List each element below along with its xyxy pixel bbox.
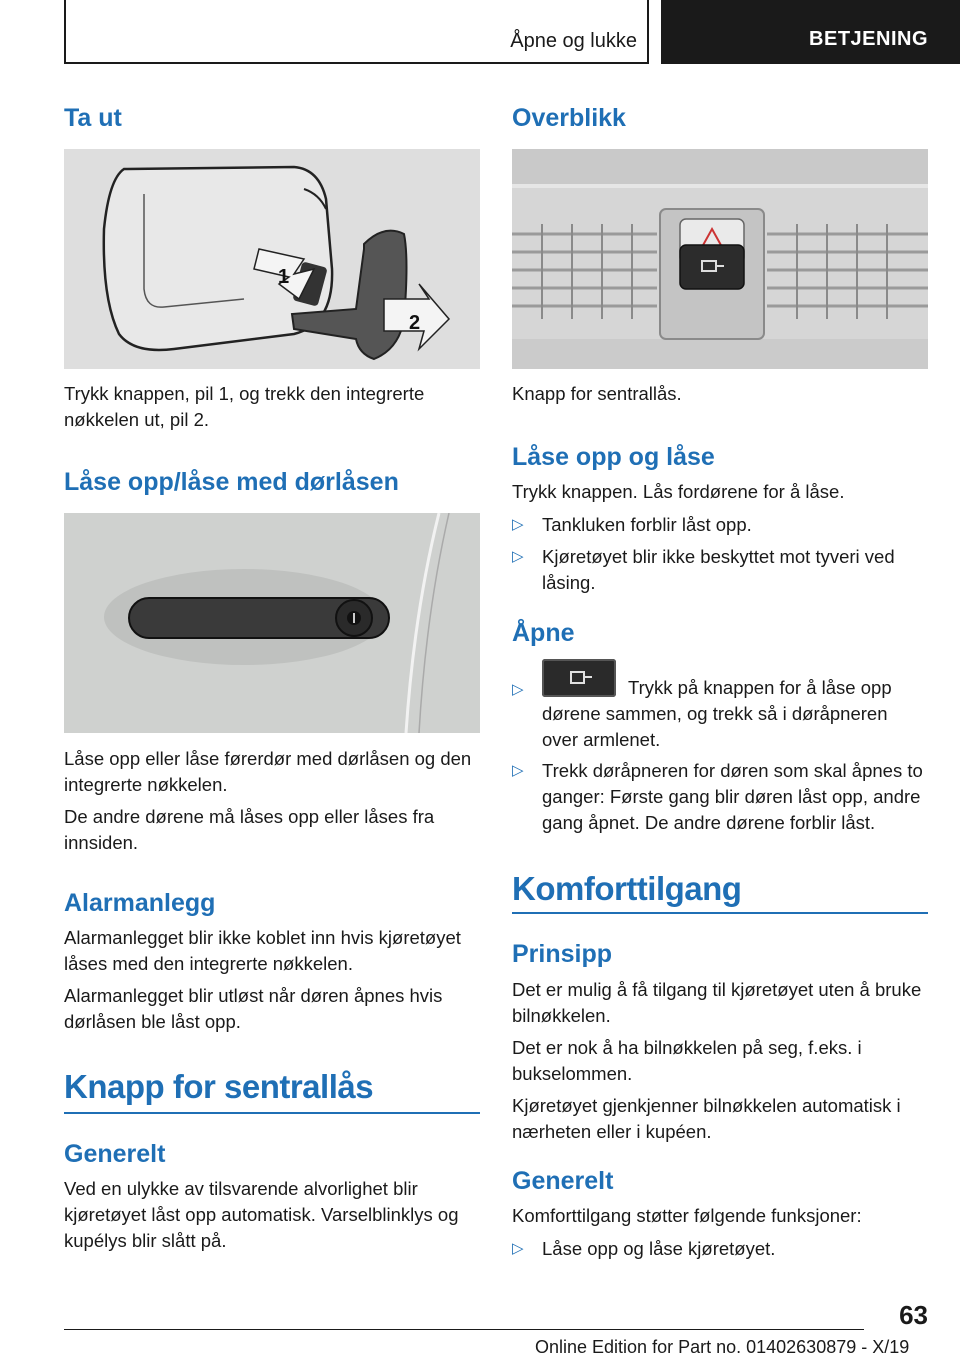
heading-lock: Låse opp og låse (512, 443, 715, 471)
triangle-right-icon: ▷ (512, 762, 524, 779)
chapter-central-lock: Knapp for sentrallås (64, 1068, 374, 1105)
figure-dashboard-button (512, 149, 928, 369)
general-text-left: Ved en ulykke av tilsvarende alvorlighet blir kjøretøyet låst opp automatisk. Varselblinklys og kupélys blir slått på. (64, 1178, 459, 1251)
triangle-right-icon: ▷ (512, 681, 524, 698)
heading-door-lock: Låse opp/låse med dørlåsen (64, 468, 399, 496)
arrow-label-1: 1 (278, 266, 290, 288)
triangle-right-icon: ▷ (512, 548, 524, 565)
heading-general-left: Generelt (64, 1140, 166, 1168)
heading-principle: Prinsipp (512, 940, 613, 968)
heading-general-right: Generelt (512, 1167, 614, 1195)
alarm-text-2: Alarmanlegget blir utløst når døren åpnes hvis dørlåsen ble låst opp. (64, 985, 443, 1032)
chapter-comfort-access: Komforttilgang (512, 870, 742, 907)
ta-ut-text: Trykk knappen, pil 1, og trekk den integrerte nøkkelen ut, pil 2. (64, 383, 425, 430)
overview-caption: Knapp for sentrallås. (512, 383, 682, 404)
header-section-tab (661, 0, 960, 64)
heading-alarm: Alarmanlegg (64, 889, 216, 917)
triangle-right-icon: ▷ (512, 1240, 524, 1257)
edition-footer: Online Edition for Part no. 01402630879 - X/19 (535, 1337, 910, 1357)
heading-open: Åpne (512, 619, 575, 647)
dashboard-illustration (512, 149, 928, 369)
general-text-right: Komforttilgang støtter følgende funksjoner: (512, 1205, 862, 1226)
footer-divider (64, 1329, 864, 1330)
principle-text-3: Kjøretøyet gjenkjenner bilnøkkelen automatisk i nærheten eller i kupéen. (512, 1095, 901, 1142)
page-number: 63 (899, 1300, 928, 1330)
list-item: ▷ Trykk på knappen for å låse opp dørene sammen, og trekk så i døråpneren over armlenet. (512, 659, 928, 749)
door-lock-text-2: De andre dørene må låses opp eller låses fra innsiden. (64, 806, 435, 853)
figure-door-handle (64, 513, 480, 733)
chapter-title: Åpne og lukke (510, 30, 637, 52)
figure-key-removal (64, 149, 480, 369)
section-title: BETJENING (809, 28, 928, 50)
alarm-text-1: Alarmanlegget blir ikke koblet inn hvis kjøretøyet låses med den integrerte nøkkelen. (64, 927, 461, 974)
lock-text: Trykk knappen. Lås fordørene for å låse. (512, 481, 845, 502)
divider-comfort-access (512, 912, 928, 914)
arrow-label-2: 2 (409, 312, 421, 334)
principle-text-2: Det er nok å ha bilnøkkelen på seg, f.eks. i bukselommen. (512, 1037, 862, 1084)
heading-ta-ut: Ta ut (64, 104, 122, 132)
door-handle-illustration (64, 513, 480, 733)
door-lock-text-1: Låse opp eller låse førerdør med dørlåsen og den integrerte nøkkelen. (64, 748, 472, 795)
divider-central-lock (64, 1112, 480, 1114)
triangle-right-icon: ▷ (512, 516, 524, 533)
heading-overview: Overblikk (512, 104, 626, 132)
principle-text-1: Det er mulig å få tilgang til kjøretøyet uten å bruke bilnøkkelen. (512, 979, 922, 1026)
key-illustration (64, 149, 480, 369)
